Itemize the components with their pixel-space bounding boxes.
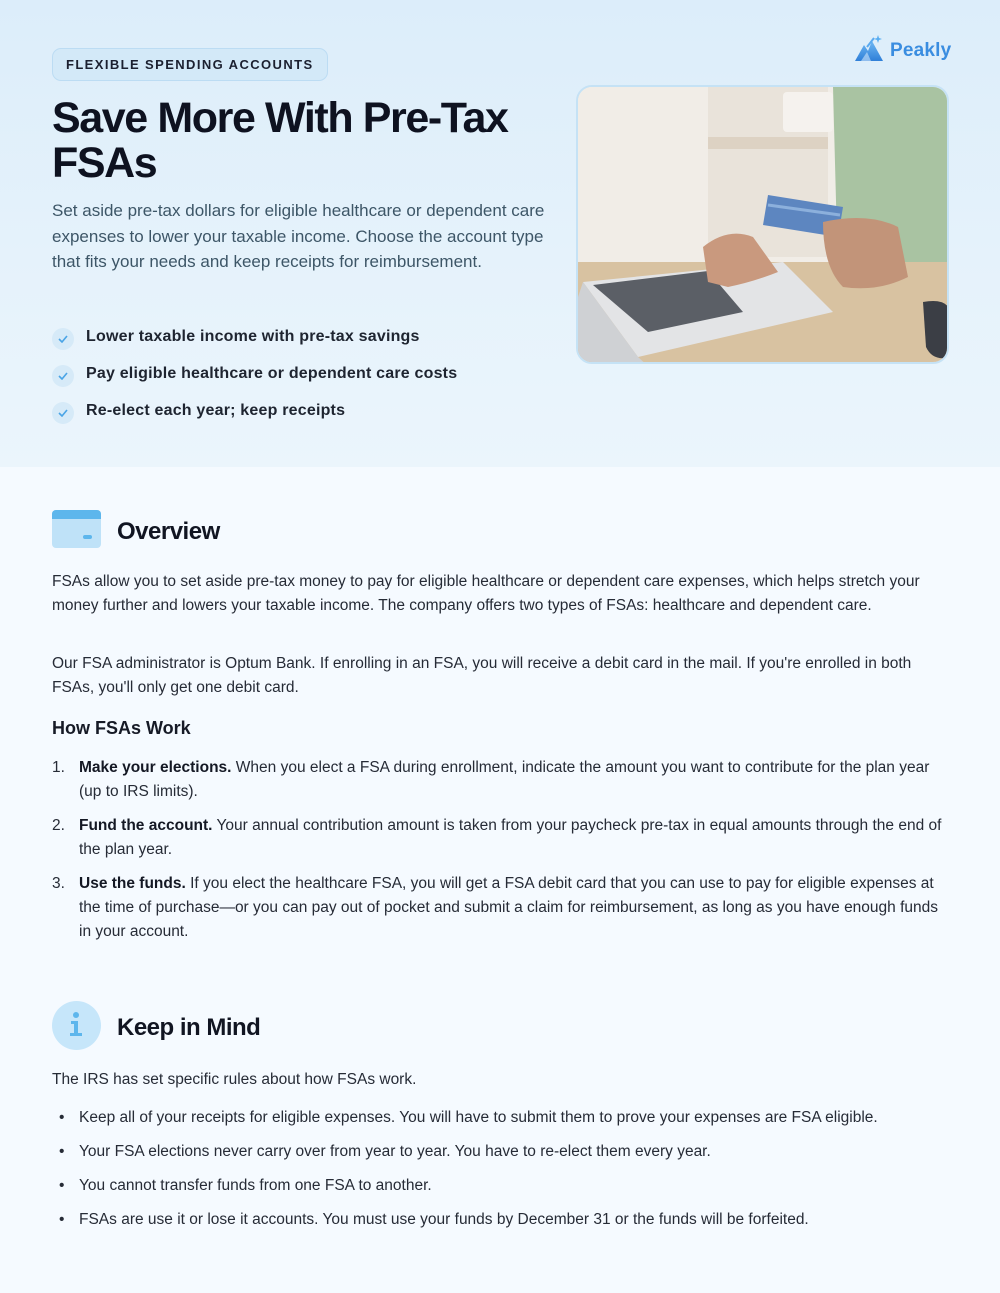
rule-text: You cannot transfer funds from one FSA to another. [79, 1177, 432, 1194]
hero-photo [576, 85, 949, 364]
overview-paragraph: Our FSA administrator is Optum Bank. If enrolling in an FSA, you will receive a debit card in the mail. If you're enrolled in both FSAs, you'll only get one debit card. [52, 655, 912, 696]
hero-description: Set aside pre-tax dollars for eligible healthcare or dependent care expenses to lower your taxable income. Choose the account type that fits your needs and keep receipts for reimbursement. [52, 201, 545, 272]
step-text: When you elect a FSA during enrollment, indicate the amount you want to contribute for the plan year (up to IRS limits). [79, 759, 930, 800]
check-icon [52, 365, 74, 387]
rule-text: Your FSA elections never carry over from year to year. You have to re-elect them every year. [79, 1143, 711, 1160]
rules-list [52, 1106, 952, 1242]
step-text: Your annual contribution amount is taken from your paycheck pre-tax in equal amounts through the end of the plan year. [79, 817, 942, 858]
benefit-text: Re-elect each year; keep receipts [86, 401, 346, 419]
brand-logo[interactable] [853, 33, 951, 68]
check-icon [52, 402, 74, 424]
step-lead: Fund the account. [79, 817, 213, 834]
rule-text: FSAs are use it or lose it accounts. You must use your funds by December 31 or the funds will be forfeited. [79, 1211, 809, 1228]
mountain-peak-icon [853, 33, 887, 68]
rule-text: Keep all of your receipts for eligible expenses. You will have to submit them to prove your expenses are FSA eligible. [79, 1109, 878, 1126]
keep-in-mind-intro: The IRS has set specific rules about how FSAs work. [52, 1071, 417, 1088]
rule-item [52, 1208, 952, 1242]
step-body [79, 872, 942, 944]
step-item [52, 756, 942, 804]
brand-name: Peakly [890, 39, 952, 61]
benefits-list [52, 318, 457, 429]
rule-item [52, 1106, 952, 1140]
hero-section [0, 0, 1000, 467]
steps-list [52, 756, 942, 954]
benefit-item [52, 355, 457, 392]
step-text: If you elect the healthcare FSA, you will get a FSA debit card that you can use to pay for eligible expenses at the time of purchase—or you can pay out of pocket and submit a claim for reimbursement, as long as you have enough funds in your account. [79, 875, 939, 940]
overview-title: Overview [117, 517, 220, 545]
eyebrow-badge: FLEXIBLE SPENDING ACCOUNTS [52, 48, 328, 81]
step-number: 2. [52, 817, 65, 834]
step-lead: Make your elections. [79, 759, 232, 776]
benefit-text: Lower taxable income with pre-tax savings [86, 327, 420, 345]
step-number: 1. [52, 759, 65, 776]
keep-in-mind-title: Keep in Mind [117, 1014, 261, 1041]
rule-item [52, 1140, 952, 1174]
step-body [79, 814, 942, 862]
benefit-item [52, 318, 457, 355]
step-lead: Use the funds. [79, 875, 186, 892]
bullet-dot: • [59, 1211, 65, 1228]
bullet-dot: • [59, 1109, 65, 1126]
step-item [52, 872, 942, 944]
keep-in-mind-header [52, 1001, 260, 1055]
bullet-dot: • [59, 1177, 65, 1194]
benefit-text: Pay eligible healthcare or dependent care costs [86, 364, 458, 382]
step-number: 3. [52, 875, 65, 892]
page-title: Save More With Pre-Tax FSAs [52, 94, 508, 187]
check-icon [52, 328, 74, 350]
credit-card-icon [52, 510, 101, 553]
rule-item [52, 1174, 952, 1208]
how-fsas-work-heading: How FSAs Work [52, 718, 191, 738]
step-item [52, 814, 942, 862]
step-body [79, 756, 942, 804]
overview-header [52, 510, 220, 553]
info-icon [52, 1001, 101, 1055]
bullet-dot: • [59, 1143, 65, 1160]
benefit-item [52, 392, 457, 429]
overview-paragraph: FSAs allow you to set aside pre-tax money to pay for eligible healthcare or dependent care expenses, which helps stretch your money further and lowers your taxable income. The company offers two types of FSAs: healthcare and dependent care. [52, 573, 920, 614]
